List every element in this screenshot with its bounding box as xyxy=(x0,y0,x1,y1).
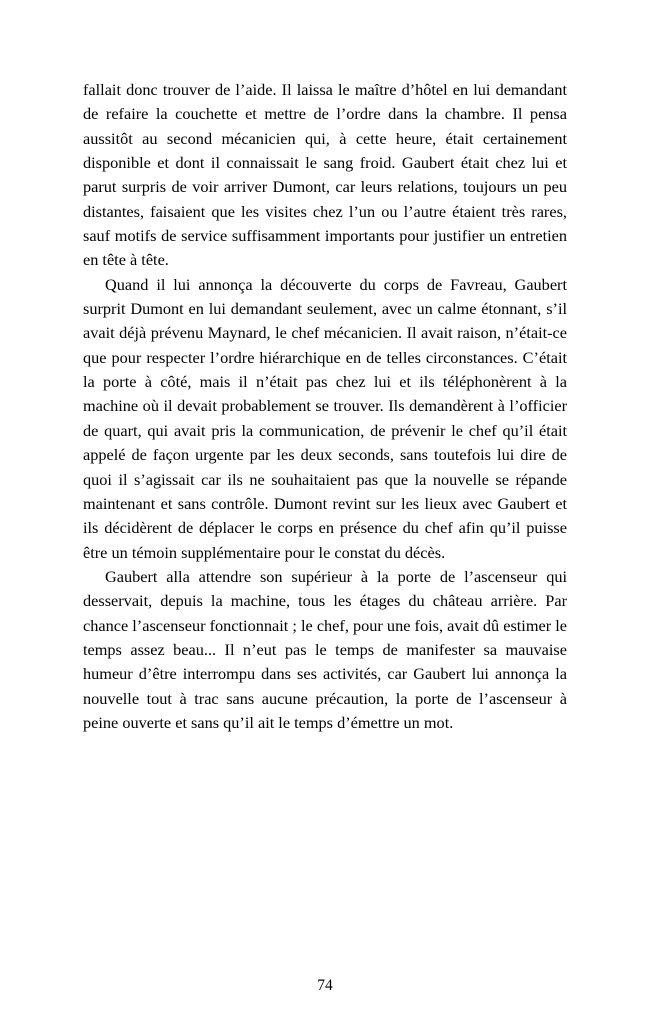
paragraph: Gaubert alla attendre son supérieur à la porte de l’ascenseur qui desservait, depuis la machine, tous les étages du château arrière. Par chance l’ascenseur fonctionnait ; le chef, pour une fois, avait dû estimer le temps assez beau... Il n’eut pas le temps de manifester sa mauvaise humeur d’être interrompu dans ses activités, car Gaubert lui annonça la nouvelle tout à trac sans aucune précaution, la porte de l’ascenseur à peine ouverte et sans qu’il ait le temps d’émettre un mot. xyxy=(83,566,567,732)
page-text-body xyxy=(83,78,567,735)
paragraph: Quand il lui annonça la découverte du corps de Favreau, Gaubert surprit Dumont en lui demandant seulement, avec un calme étonnant, s’il avait déjà prévenu Maynard, le chef mécanicien. Il avait raison, n’était-ce que pour respecter l’ordre hiérarchique en de telles circonstances. C’était la porte à côté, mais il n’était pas chez lui et ils téléphonèrent à la machine où il devait probablement se trouver. Ils demandèrent à l’officier de quart, qui avait pris la communication, de prévenir le chef qu’il était appelé de façon urgente par les deux seconds, sans toutefois lui dire de quoi il s’agissait car ils ne souhaitaient pas que la nouvelle se répande maintenant et sans contrôle. Dumont revint sur les lieux avec Gaubert et ils décidèrent de déplacer le corps en présence du chef afin qu’il puisse être un témoin supplémentaire pour le constat du décès. xyxy=(83,274,567,562)
paragraph: fallait donc trouver de l’aide. Il laissa le maître d’hôtel en lui demandant de refaire la couchette et mettre de l’ordre dans la chambre. Il pensa aussitôt au second mécanicien qui, à cette heure, était certainement disponible et dont il connaissait le sang froid. Gaubert était chez lui et parut surpris de voir arriver Dumont, car leurs relations, toujours un peu distantes, faisaient que les visites chez l’un ou l’autre étaient très rares, sauf motifs de service suffisamment importants pour justifier un entretien en tête à tête. xyxy=(83,80,567,270)
page-number: 74 xyxy=(317,977,333,994)
